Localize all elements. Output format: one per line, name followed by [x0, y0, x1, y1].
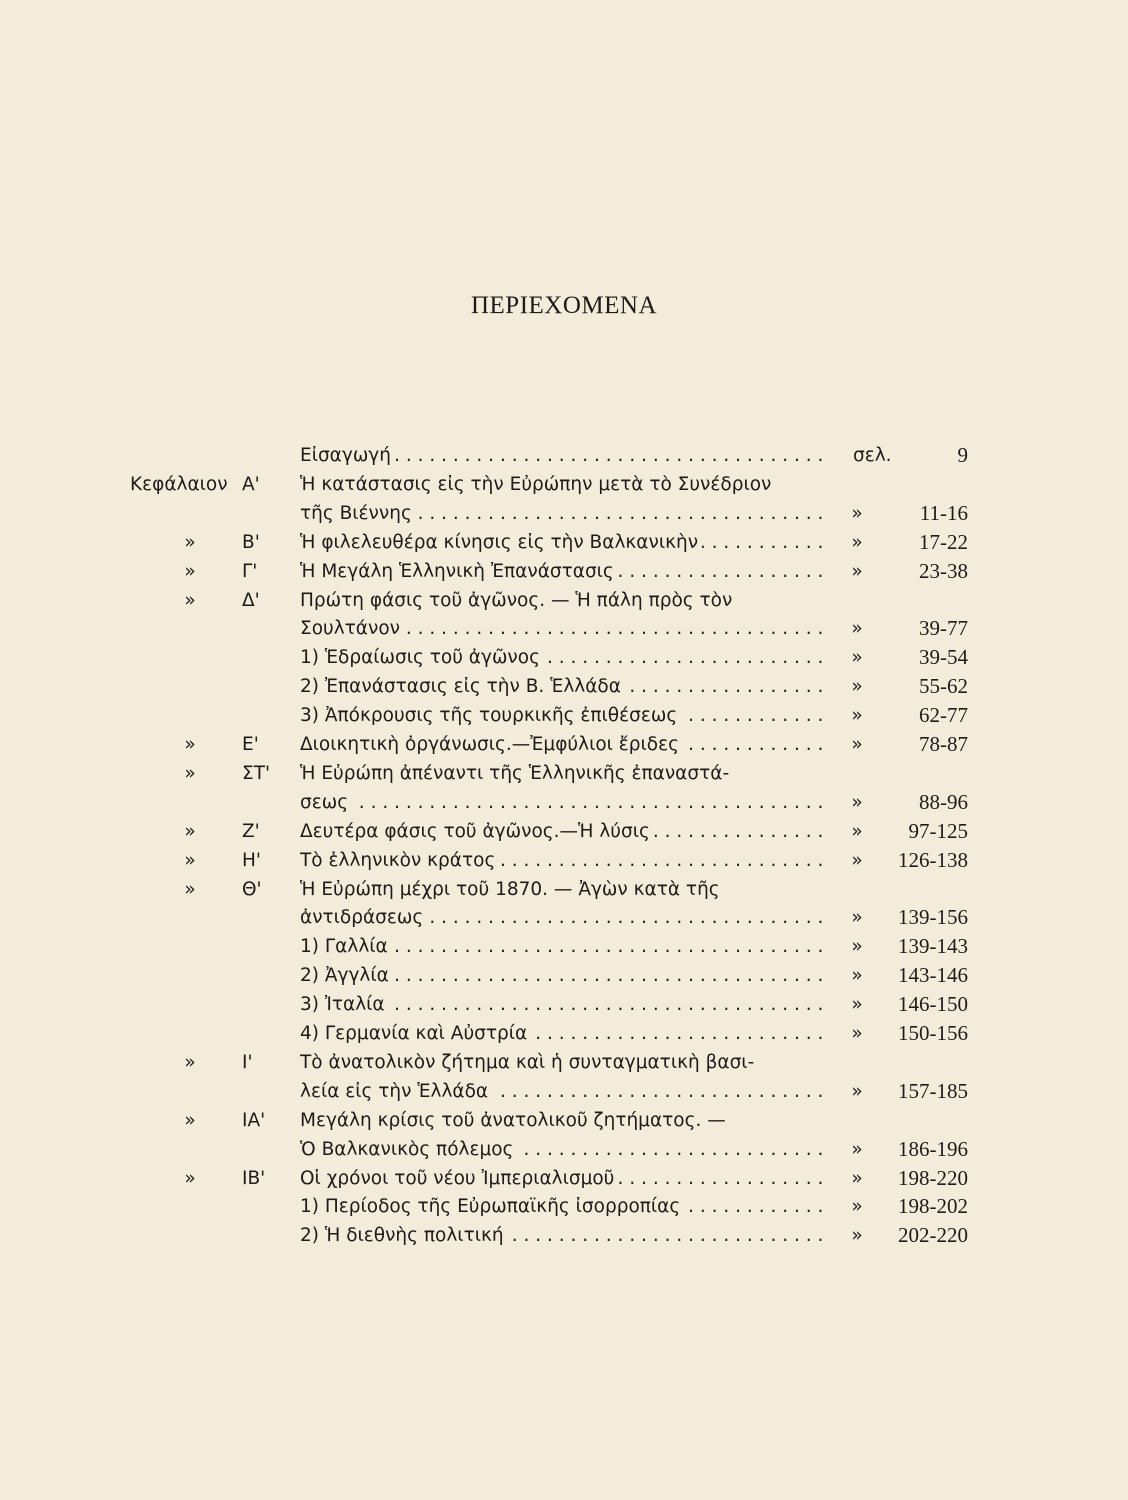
page-range: 17-22 — [919, 529, 968, 554]
ditto-mark: » — [851, 849, 863, 871]
page-range: 146-150 — [898, 992, 968, 1017]
toc-row — [0, 1221, 1128, 1250]
chapter-number: ΙΒ' — [242, 1167, 266, 1189]
chapter-number: ΣΤ' — [242, 762, 271, 784]
page-range: 78-87 — [919, 732, 968, 756]
entry-title: 2) Ἀγγλία — [300, 965, 393, 986]
entry-title: ἀντιδράσεως — [300, 907, 427, 928]
toc-row — [0, 614, 1128, 643]
toc-row — [0, 932, 1128, 961]
chapter-number: ΙΑ' — [242, 1109, 266, 1131]
page-range: 88-96 — [919, 789, 968, 814]
page-range: 126-138 — [898, 847, 968, 872]
ditto-mark: » — [851, 502, 863, 524]
entry-title: σεως — [300, 792, 352, 813]
toc-row — [0, 817, 1128, 846]
entry-text — [300, 961, 828, 990]
page-range: 198-220 — [898, 1165, 968, 1190]
entry-title: Εἰσαγωγή — [300, 445, 395, 466]
toc-row — [0, 788, 1128, 817]
toc-row — [0, 1106, 1128, 1135]
ditto-mark: » — [851, 965, 863, 987]
entry-title: Οἱ χρόνοι τοῦ νέου Ἰμπεριαλισμοῦ — [300, 1168, 618, 1189]
entry-title: Ὁ Βαλκανικὸς πόλεμος — [300, 1139, 517, 1160]
entry-text — [300, 788, 828, 817]
entry-text — [300, 759, 828, 788]
toc-row — [0, 470, 1128, 499]
ditto-mark: » — [851, 618, 863, 640]
ditto-mark: » — [184, 820, 196, 842]
ditto-mark: » — [851, 994, 863, 1016]
page-range: 157-185 — [898, 1078, 968, 1103]
entry-title: 3) Ἰταλία — [300, 994, 389, 1015]
toc-row — [0, 672, 1128, 701]
entry-title: Δευτέρα φάσις τοῦ ἀγῶνος.—Ἡ λύσις — [300, 821, 654, 842]
toc-row — [0, 1019, 1128, 1048]
toc-row — [0, 990, 1128, 1019]
entry-title: Ἡ Εὐρώπη μέχρι τοῦ 1870. — Ἀγὼν κατὰ τῆς — [300, 879, 724, 900]
page-range: 186-196 — [898, 1136, 968, 1161]
toc-row — [0, 528, 1128, 557]
entry-text — [300, 903, 828, 932]
ditto-mark: » — [851, 1196, 863, 1218]
entry-text — [300, 817, 828, 846]
entry-text — [300, 1048, 828, 1077]
toc-row — [0, 730, 1128, 759]
entry-title: Σουλτάνον — [300, 618, 404, 639]
page-range: 39-54 — [919, 645, 968, 670]
entry-text — [300, 528, 828, 557]
toc-row — [0, 1048, 1128, 1077]
chapter-number: Β' — [242, 531, 260, 553]
ditto-mark: » — [851, 1023, 863, 1044]
ditto-mark: » — [184, 560, 196, 582]
ditto-mark: » — [851, 1167, 863, 1189]
page-title: ΠΕΡΙΕΧΟΜΕΝΑ — [470, 292, 658, 319]
chapter-number: Ι' — [242, 1051, 253, 1073]
entry-text — [300, 701, 828, 730]
entry-title: Τὸ ἑλληνικὸν κράτος — [300, 850, 499, 871]
entry-title: 4) Γερμανία καὶ Αὐστρία — [300, 1023, 531, 1044]
entry-text — [300, 1135, 828, 1164]
entry-title: 2) Ἡ διεθνὴς πολιτική — [300, 1225, 508, 1246]
chapter-word: Κεφάλαιον — [130, 473, 228, 495]
toc-row — [0, 499, 1128, 528]
ditto-mark: » — [184, 849, 196, 871]
ditto-mark: » — [851, 734, 863, 755]
ditto-mark: » — [851, 676, 863, 698]
entry-text — [300, 875, 828, 904]
entry-text — [300, 730, 828, 759]
entry-title: 3) Ἀπόκρουσις τῆς τουρκικῆς ἐπιθέσεως — [300, 705, 681, 726]
toc-row — [0, 1135, 1128, 1164]
chapter-number: Θ' — [242, 878, 262, 900]
page-range: 198-202 — [898, 1194, 968, 1219]
page-range: 39-77 — [919, 616, 968, 641]
page-range: 150-156 — [898, 1021, 968, 1045]
toc-row — [0, 961, 1128, 990]
page-range: 139-156 — [898, 905, 968, 930]
entry-text — [300, 614, 828, 643]
ditto-mark: » — [184, 589, 196, 611]
ditto-mark: » — [184, 531, 196, 553]
page-range: 202-220 — [898, 1223, 968, 1248]
entry-title: Ἡ Μεγάλη Ἑλληνικὴ Ἐπανάστασις — [300, 561, 618, 582]
page-range: 143-146 — [898, 963, 968, 988]
entry-text — [300, 1164, 828, 1193]
entry-text — [300, 557, 828, 586]
page-abbrev: σελ. — [853, 445, 892, 466]
entry-text — [300, 586, 828, 615]
entry-text — [300, 672, 828, 701]
entry-text — [300, 1192, 828, 1221]
entry-text — [300, 499, 828, 528]
toc-row — [0, 586, 1128, 615]
entry-text — [300, 846, 828, 875]
page-range: 9 — [957, 443, 968, 467]
entry-title: Ἡ φιλελευθέρα κίνησις εἰς τὴν Βαλκανικὴν — [300, 532, 702, 553]
ditto-mark: » — [851, 560, 863, 582]
toc-row — [0, 846, 1128, 875]
entry-title: 1) Γαλλία — [300, 936, 392, 957]
toc-row — [0, 643, 1128, 672]
entry-text — [300, 1221, 828, 1250]
ditto-mark: » — [184, 1167, 196, 1189]
entry-text — [300, 470, 828, 499]
chapter-number: Α' — [242, 473, 260, 495]
chapter-number: Ε' — [242, 734, 259, 755]
entry-text — [300, 1077, 828, 1106]
ditto-mark: » — [851, 1225, 863, 1247]
chapter-number: Ζ' — [242, 820, 260, 842]
ditto-mark: » — [184, 1051, 196, 1073]
entry-title: Διοικητικὴ ὀργάνωσις.—Ἐμφύλιοι ἔριδες — [300, 734, 683, 755]
entry-text — [300, 932, 828, 961]
toc-row — [0, 903, 1128, 932]
toc-row — [0, 1192, 1128, 1221]
toc-row — [0, 701, 1128, 730]
entry-text — [300, 1106, 828, 1135]
ditto-mark: » — [851, 936, 863, 958]
ditto-mark: » — [184, 762, 196, 784]
ditto-mark: » — [184, 878, 196, 900]
ditto-mark: » — [184, 1109, 196, 1131]
chapter-number: Γ' — [242, 560, 258, 582]
ditto-mark: » — [851, 1138, 863, 1160]
entry-title: Ἡ Εὐρώπη ἀπέναντι τῆς Ἑλληνικῆς ἐπαναστά- — [300, 763, 733, 784]
entry-text — [300, 990, 828, 1019]
entry-text — [300, 1019, 828, 1048]
entry-title: 1) Περίοδος τῆς Εὐρωπαϊκῆς ἰσορροπίας — [300, 1196, 684, 1217]
chapter-number: Δ' — [242, 589, 260, 611]
toc-row — [0, 875, 1128, 904]
entry-text — [300, 441, 828, 470]
chapter-number: Η' — [242, 849, 261, 871]
ditto-mark: » — [851, 791, 863, 813]
entry-title: Τὸ ἀνατολικὸν ζήτημα καὶ ἡ συνταγματικὴ βασι- — [300, 1052, 758, 1073]
page-range: 139-143 — [898, 934, 968, 959]
ditto-mark: » — [851, 705, 863, 727]
ditto-mark: » — [184, 734, 196, 755]
entry-title: λεία εἰς τὴν Ἑλλάδα — [300, 1081, 492, 1102]
toc-row — [0, 441, 1128, 470]
entry-title: 1) Ἑδραίωσις τοῦ ἀγῶνος — [300, 647, 544, 668]
page-range: 23-38 — [919, 558, 968, 583]
ditto-mark: » — [851, 1080, 863, 1102]
page-range: 55-62 — [919, 674, 968, 699]
entry-text — [300, 643, 828, 672]
page-range: 62-77 — [919, 703, 968, 728]
entry-title: Μεγάλη κρίσις τοῦ ἀνατολικοῦ ζητήματος. — — [300, 1110, 730, 1131]
ditto-mark: » — [851, 907, 863, 929]
entry-title: 2) Ἐπανάστασις εἰς τὴν Β. Ἑλλάδα — [300, 676, 625, 697]
ditto-mark: » — [851, 820, 863, 842]
entry-title: Ἡ κατάστασις εἰς τὴν Εὐρώπην μετὰ τὸ Συνέδριον — [300, 474, 775, 495]
toc-row — [0, 1077, 1128, 1106]
toc-row — [0, 1164, 1128, 1193]
ditto-mark: » — [851, 647, 863, 669]
toc-row — [0, 557, 1128, 586]
entry-title: Πρώτη φάσις τοῦ ἀγῶνος. — Ἡ πάλη πρὸς τὸν — [300, 590, 736, 611]
toc-row — [0, 759, 1128, 788]
entry-title: τῆς Βιέννης — [300, 503, 416, 524]
page-range: 97-125 — [908, 818, 968, 843]
ditto-mark: » — [851, 531, 863, 553]
page-range: 11-16 — [919, 500, 968, 525]
